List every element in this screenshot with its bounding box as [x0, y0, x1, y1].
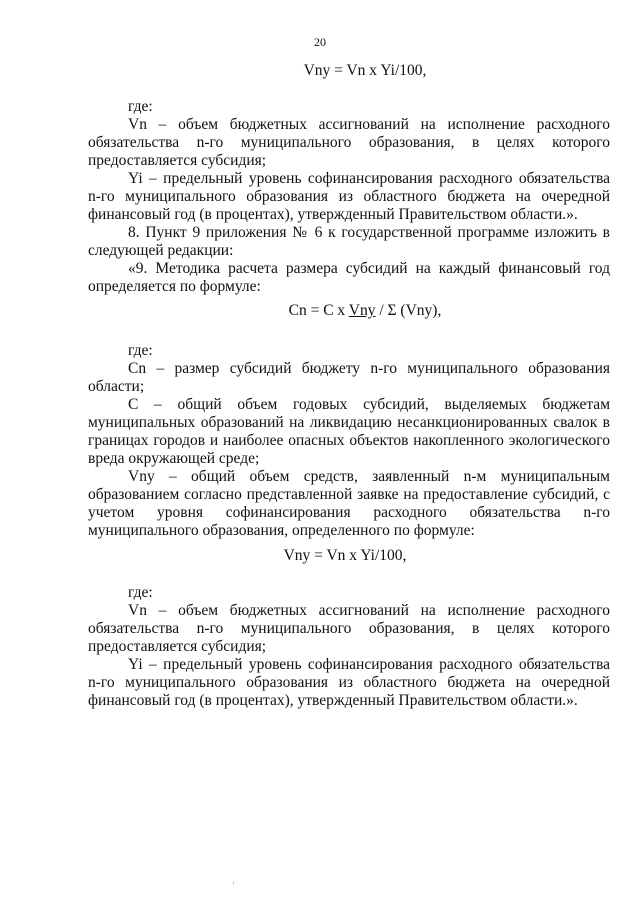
paragraph-item-8: 8. Пункт 9 приложения № 6 к государственной программе изложить в следующей редакции: — [88, 224, 610, 259]
formula-cn-vny: Vny — [348, 302, 376, 319]
definition-vn: Vn – объем бюджетных ассигнований на исполнение расходного обязательства n-го муниципального образования, в целях которого предоставляется субсидия; — [88, 116, 610, 169]
paragraph-item-9: «9. Методика расчета размера субсидий на каждый финансовый год определяется по формуле: — [88, 260, 610, 295]
formula-cn-left: Cn = C x — [288, 302, 349, 319]
definitions-block-2 — [88, 342, 610, 540]
formula-vny-1: Vny = Vn x Yi/100, — [303, 62, 427, 79]
where-label: где: — [128, 98, 153, 115]
definition-vn: Vn – объем бюджетных ассигнований на исполнение расходного обязательства n-го муниципального образования, в целях которого предоставляется субсидия; — [88, 602, 610, 655]
definition-yi: Yi – предельный уровень софинансирования расходного обязательства n-го муниципального образования из областного бюджета на очередной финансовый год (в процентах), утвержденный Правительством области.». — [88, 170, 610, 223]
definition-cn: Cn – размер субсидий бюджету n-го муниципального образования области; — [88, 360, 610, 395]
definition-yi: Yi – предельный уровень софинансирования расходного обязательства n-го муниципального образования из областного бюджета на очередной финансовый год (в процентах), утвержденный Правительством области.». — [88, 656, 610, 709]
formula-cn-right: / Σ (Vny), — [375, 302, 442, 319]
where-label: где: — [128, 342, 153, 359]
definitions-block-1 — [88, 98, 610, 296]
where-label: где: — [128, 584, 153, 601]
definitions-block-3 — [88, 584, 610, 710]
formula-vny-2: Vny = Vn x Yi/100, — [283, 547, 407, 564]
definition-c: C – общий объем годовых субсидий, выделяемых бюджетам муниципальных образований на ликвидацию несанкционированных свалок в границах городов и наиболее опасных объектов накопленного экологического вреда окружающей среде; — [88, 396, 610, 467]
page-number: 20 — [314, 35, 326, 49]
scan-speck: · — [232, 878, 235, 888]
definition-vny: Vny – общий объем средств, заявленный n-м муниципальным образованием согласно представленной заявке на предоставление субсидий, с учетом уровня софинансирования расходного обязательства n-го муниципального образования, определенного по формуле: — [88, 468, 610, 539]
formula-cn — [0, 302, 640, 320]
